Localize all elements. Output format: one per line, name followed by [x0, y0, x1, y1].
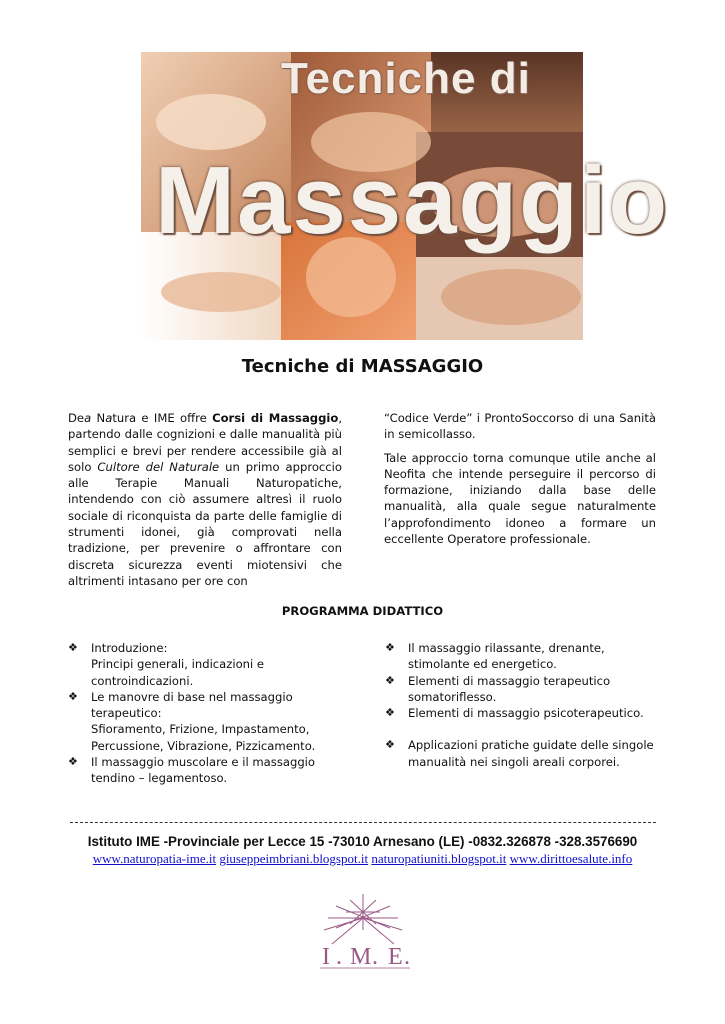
intro-left-column [68, 410, 342, 596]
page-title: Tecniche di MASSAGGIO [241, 356, 484, 377]
naturalist-emphasis: Cultore del Naturale [97, 459, 220, 474]
hero-title-line1: Tecniche di [281, 54, 531, 103]
bullet-icon: ❖ [68, 641, 78, 654]
footer-address: Istituto IME -Provinciale per Lecce 15 -73010 Arnesano (LE) -0832.326878 -328.3576690 [87, 834, 638, 849]
link-naturopatia-ime[interactable]: www.naturopatia-ime.it [92, 851, 217, 866]
bullet-icon: ❖ [68, 755, 78, 769]
footer-links [0, 851, 725, 867]
bullet-icon: ❖ [385, 641, 395, 654]
intro-paragraph-1: Dea Natura e IME offre Corsi di Massaggio, partendo dalle cognizioni e dalle manualità più semplici e brevi per rendere accessibile già al solo Cultore del Naturale un primo approccio alle Terapie Manuali Naturopatiche, intendendo con ciò assumere altresì il ruolo sociale di riconquista da parte delle famiglie di strumenti idonei, già comprovati nella tradizione, per prevenire o affrontare con discreta sicurezza eventi miotensivi che altrimenti intasano per ore con [68, 411, 343, 588]
bullet-icon: ❖ [385, 673, 395, 687]
courses-emphasis: Corsi di Massaggio [212, 411, 339, 425]
programma-list-right [385, 640, 665, 770]
list-item: ❖ Il massaggio muscolare e il massaggio tendino – legamentoso. [68, 755, 315, 786]
list-item: ❖ Introduzione: Principi generali, indicazioni e controindicazioni. [68, 641, 265, 688]
intro-right-column [384, 410, 656, 554]
ime-logo [306, 888, 420, 974]
link-dirittoesalute[interactable]: www.dirittoesalute.info [509, 851, 633, 866]
logo-letter-m: M [350, 944, 372, 970]
programma-title: PROGRAMMA DIDATTICO [281, 604, 444, 618]
logo-rays-icon [324, 894, 402, 944]
svg-text:.: . [336, 944, 342, 970]
hero-image [141, 52, 670, 340]
logo-letter-i: I [322, 944, 330, 970]
bullet-icon: ❖ [385, 706, 395, 720]
intro-paragraph-2: “Codice Verde” i ProntoSoccorso di una Sanità in semicollasso. [384, 411, 656, 442]
list-item: ❖ Elementi di massaggio psicoterapeutico. [385, 706, 644, 721]
hero-title-line2: Massaggio [155, 147, 670, 254]
list-item: ❖ Le manovre di base nel massaggio terapeutico: Sfioramento, Frizione, Impastamento, Percussione, Vibrazione, Pizzicamento. [68, 689, 316, 753]
bullet-icon: ❖ [385, 738, 395, 752]
programma-list-left [68, 640, 358, 787]
svg-text:.: . [404, 944, 410, 970]
link-naturopatiuniti[interactable]: naturopatiuniti.blogspot.it [371, 851, 507, 866]
list-item: ❖ Applicazioni pratiche guidate delle singole manualità nei singoli areali corporei. [385, 738, 654, 769]
list-item: ❖ Elementi di massaggio terapeutico somatoriflesso. [385, 673, 611, 704]
list-item: ❖ Il massaggio rilassante, drenante, stimolante ed energetico. [385, 641, 605, 672]
footer-divider [70, 822, 656, 826]
link-giuseppeimbriani[interactable]: giuseppeimbriani.blogspot.it [219, 851, 369, 866]
intro-paragraph-3: Tale approccio torna comunque utile anche al Neofita che intende perseguire il percorso di formazione, iniziando dalla base delle manualità, alla quale segue naturalmente l’approfondimento idoneo a formare un eccellente Operatore professionale. [384, 450, 656, 547]
bullet-icon: ❖ [68, 689, 78, 703]
logo-letter-e: E [388, 944, 403, 970]
svg-text:.: . [372, 944, 378, 970]
